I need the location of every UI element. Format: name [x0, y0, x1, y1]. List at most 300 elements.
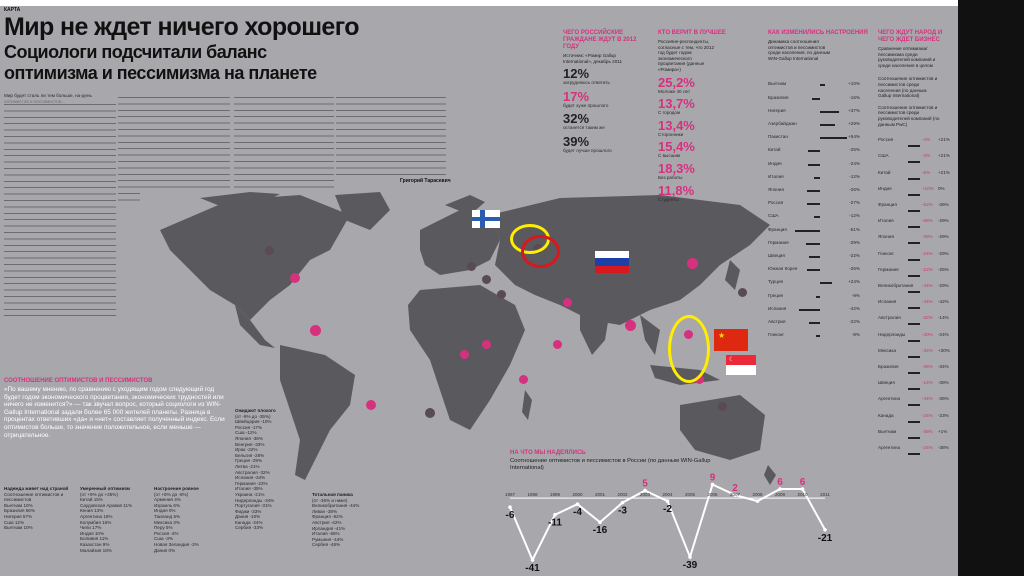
legend-column: [4, 486, 76, 531]
chart-data-label: 5: [642, 478, 648, 490]
smile-icon-india: [625, 320, 636, 331]
wait-row: [878, 409, 954, 424]
wait-country: Япония: [878, 234, 894, 240]
wait-bar: [908, 453, 920, 455]
believer-stat-label: Сторонники: [658, 131, 684, 137]
believer-stat: [658, 182, 748, 203]
legend-item: Россия -17%: [235, 424, 263, 430]
legend-item: Перу 5%: [154, 525, 173, 531]
mood-bar: [799, 309, 820, 311]
chart-x-tick-label: 2004: [662, 492, 673, 498]
chart-point: [756, 499, 760, 503]
wait-bar: [908, 161, 920, 163]
wait-row: [878, 360, 954, 375]
wait-value-a: -3%: [922, 153, 931, 159]
chart-data-label: -41: [525, 562, 540, 574]
flag-finland-icon: [472, 210, 500, 228]
russians-stat: [563, 133, 653, 154]
chart-x-tick-label: 2005: [684, 492, 696, 498]
wait-value-a: -38%: [922, 234, 933, 240]
legend-item: Россия -4%: [154, 530, 179, 536]
wait-value-b: -42%: [938, 299, 949, 305]
expect-bad-sub: (от -9% до -35%): [235, 413, 271, 419]
wait-country: Австралия: [878, 315, 901, 321]
mood-value: -24%: [849, 160, 860, 166]
legend-item: Бельгия -28%: [235, 452, 265, 458]
legend-item: Бразилия 56%: [4, 508, 35, 514]
wait-value-a: +10%: [922, 185, 934, 191]
wait-bar: [908, 194, 920, 196]
wait-intro: Сравнение оптимизма/пессимизма среди руководителей компаний и среди населения в целом: [878, 46, 936, 68]
legend-item: Нигерия 57%: [4, 513, 33, 519]
chart-data-label: 6: [799, 477, 806, 489]
frown-icon-australia: [718, 402, 727, 411]
mood-bar: [816, 296, 821, 298]
wait-value-a: -4%: [922, 137, 931, 143]
mood-row: [768, 251, 860, 261]
believer-stat: [658, 141, 748, 159]
mood-row: [768, 304, 860, 314]
mood-country: Япония: [768, 186, 784, 192]
russians-stat-value: 17%: [563, 88, 590, 104]
mood-row: [768, 211, 860, 221]
panel-russians: [563, 30, 653, 200]
wait-row: [878, 311, 954, 326]
chart-data-label: -3: [618, 505, 627, 517]
wait-country: Бразилия: [878, 363, 899, 369]
chart-data-label: -39: [682, 559, 698, 571]
russians-stat: [563, 113, 653, 131]
wait-country: Швеция: [878, 380, 895, 386]
wait-bar: [908, 323, 920, 325]
wait-bar: [908, 404, 920, 406]
wait-value-a: -24%: [922, 412, 933, 418]
chart-x-tick-label: 2011: [820, 492, 830, 498]
bottom-legend: [4, 486, 354, 572]
wait-bar: [908, 259, 920, 261]
wait-value-b: -23%: [938, 412, 949, 418]
mood-country: Греция: [768, 292, 784, 298]
chart-point: [576, 502, 580, 506]
panic-sub: (от -36% и ниже): [312, 497, 348, 503]
legend-item: Сша -12%: [235, 430, 257, 436]
wait-value-b: -29%: [938, 282, 949, 288]
mood-country: Пакистан: [768, 134, 788, 140]
mood-value: -16%: [849, 94, 860, 100]
wait-row: [878, 166, 954, 181]
legend-column-sub: (от +9% до +35%): [80, 491, 118, 497]
chart-data-label: -11: [548, 517, 562, 529]
wait-country: Россия: [878, 137, 894, 143]
wait-rows: [878, 133, 954, 453]
legend-item: Малайзия 18%: [80, 547, 112, 553]
wait-value-a: -5%: [922, 169, 931, 175]
mood-row: [768, 277, 860, 287]
mood-bar: [806, 243, 821, 245]
wait-value-b: +21%: [938, 153, 950, 159]
mood-value: -27%: [849, 200, 860, 206]
mood-value: +24%: [848, 279, 860, 285]
wait-value-b: +21%: [938, 169, 950, 175]
legend-item: Ирак -22%: [235, 447, 258, 453]
wait-row: [878, 133, 954, 148]
legend-item: Великобритания -44%: [312, 503, 360, 509]
mood-bar: [809, 322, 820, 324]
wait-row: [878, 441, 954, 456]
wait-country: Германия: [878, 266, 899, 272]
smile-icon-africa-2: [482, 340, 491, 349]
mood-value: -12%: [849, 173, 860, 179]
mood-heading: КАК ИЗМЕНИЛИСЬ НАСТРОЕНИЯ: [768, 30, 868, 36]
wait-row: [878, 328, 954, 343]
legend-item: Армения 4%: [154, 497, 181, 503]
mood-row: [768, 185, 860, 195]
chart-x-tick-label: 1998: [527, 492, 538, 498]
mood-value: -9%: [851, 292, 860, 298]
mood-rows: [768, 79, 868, 359]
flag-singapore-icon: ☾: [726, 355, 756, 375]
wait-bar: [908, 291, 920, 293]
russians-stat-label: будет лучше прошлого: [563, 147, 612, 153]
wait-bar: [908, 356, 920, 358]
chart-data-label: -6: [505, 510, 515, 522]
frown-icon-europe-3: [497, 290, 506, 299]
wait-row: [878, 344, 954, 359]
panel-believers: [658, 30, 748, 320]
believer-stat-value: 25,2%: [658, 74, 695, 90]
wait-value-a: -14%: [922, 380, 933, 386]
wait-country: Франция: [878, 201, 897, 207]
wait-value-b: +30%: [938, 347, 950, 353]
wait-value-b: -38%: [938, 444, 949, 450]
russians-stat-label: будет хуже прошлого: [563, 102, 609, 108]
wait-country: Аргентина: [878, 396, 901, 402]
wait-bar: [908, 145, 920, 147]
page-subtitle-2: оптимизма и пессимизма на планете: [4, 63, 317, 83]
mood-country: Нигерия: [768, 107, 786, 113]
believers-heading: КТО ВЕРИТ В ЛУЧШЕЕ: [658, 30, 726, 36]
mood-value: -8%: [851, 332, 860, 338]
wait-value-b: -38%: [938, 380, 949, 386]
wait-bar: [908, 178, 920, 180]
mood-country: Вьетнам: [768, 81, 787, 87]
russians-stats: [563, 68, 653, 153]
wait-bar: [908, 226, 920, 228]
legend-item: Саудовская Аравия 11%: [80, 502, 133, 508]
legend-item: Германия -22%: [235, 480, 268, 486]
mood-value: -51%: [849, 226, 860, 232]
wait-value-a: -62%: [922, 201, 933, 207]
chart-data-label: -4: [573, 507, 582, 519]
wait-row: [878, 263, 954, 278]
mood-value: -29%: [849, 239, 860, 245]
legend-column-sub: (от +8% до -8%): [154, 491, 189, 497]
chart-x-tick-label: 2003: [639, 492, 651, 498]
mood-country: Индия: [768, 160, 782, 166]
chart-x-tick-label: 2001: [594, 492, 606, 498]
mood-bar: [820, 137, 847, 139]
page-subtitle-1: Социологи подсчитали баланс: [4, 42, 267, 62]
panic-column: [312, 492, 374, 572]
mood-row: [768, 238, 860, 248]
wait-row: [878, 247, 954, 262]
mood-row: [768, 198, 860, 208]
legend-item: Венгрия -33%: [235, 441, 265, 447]
chart-data-label: -16: [592, 525, 608, 537]
believer-stat-label: С городом: [658, 110, 681, 116]
mood-value: -12%: [849, 213, 860, 219]
expect-bad-list: [235, 419, 297, 531]
mood-country: Гонконг: [768, 332, 785, 338]
chart-x-tick-label: 2010: [797, 492, 808, 498]
time-chart: [500, 470, 840, 574]
mood-bar: [812, 98, 820, 100]
legend-column: [154, 486, 226, 553]
wait-country: США: [878, 153, 889, 159]
wait-country: Вьетнам: [878, 428, 897, 434]
highlight-seasia: [668, 315, 710, 383]
map-legend-heading: СООТНОШЕНИЕ ОПТИМИСТОВ И ПЕССИМИСТОВ: [4, 378, 153, 384]
believer-stat-label: Студенты: [658, 196, 679, 202]
chart-point: [688, 555, 692, 559]
mood-value: -26%: [849, 186, 860, 192]
wait-bar: [908, 242, 920, 244]
legend-item: Индия 10%: [80, 530, 105, 536]
highlight-russia: [521, 235, 560, 268]
legend-item: Новая Зеландия -2%: [154, 541, 199, 547]
frown-icon-brazil: [425, 408, 435, 418]
panic-list: [312, 503, 374, 548]
mood-row: [768, 172, 860, 182]
legend-item: Дания -10%: [235, 514, 261, 520]
expect-bad-heading: Ожидают плохого: [235, 408, 276, 413]
wait-legend-2: Соотношение оптимистов и пессимистов среди руководителей компаний (по данным PwC): [878, 104, 940, 127]
mood-country: Швеция: [768, 252, 785, 258]
mood-bar: [820, 111, 839, 113]
time-chart-subheading: Соотношение оптимистов и пессимистов в России (по данным WIN-Gallup International): [510, 458, 711, 471]
mood-row: [768, 225, 860, 235]
mood-bar: [820, 282, 832, 284]
wait-row: [878, 230, 954, 245]
wait-value-b: -29%: [938, 218, 949, 224]
russians-stat-value: 39%: [563, 133, 590, 149]
wait-value-b: 0%: [938, 185, 945, 191]
intro-text-lines-3: [234, 93, 334, 193]
panic-heading: Тотальная паника: [312, 492, 353, 497]
smile-icon-latam-1: [310, 325, 321, 336]
wait-value-a: -24%: [922, 250, 933, 256]
chart-x-tick-label: 2007: [729, 492, 741, 498]
wait-heading: ЧЕГО ЖДУТ НАРОД И ЧЕГО ЖДЕТ БИЗНЕС: [878, 30, 943, 43]
mood-value: -22%: [849, 252, 860, 258]
wait-value-a: -44%: [922, 396, 933, 402]
wait-value-a: -45%: [922, 363, 933, 369]
legend-item: Сербия -33%: [235, 525, 264, 531]
wait-bar: [908, 307, 920, 309]
frown-icon-europe-2: [482, 275, 491, 284]
chart-data-label: 9: [709, 472, 716, 484]
mood-row: [768, 317, 860, 327]
russians-heading: ЧЕГО РОССИЙСКИЕ ГРАЖДАНЕ ЖДУТ В 2012 ГОДУ: [563, 30, 637, 50]
panel-mood: [768, 30, 868, 430]
mood-country: Бразилия: [768, 94, 789, 100]
mood-value: -25%: [849, 147, 860, 153]
legend-item: Чили 17%: [80, 525, 102, 531]
wait-value-a: -44%: [922, 299, 933, 305]
mood-bar: [820, 84, 825, 86]
wait-value-b: -29%: [938, 250, 949, 256]
legend-item: Колумбия 16%: [80, 519, 112, 525]
wait-legend-1: Соотношение оптимистов и пессимистов среди населения (по данным Gallup International): [878, 76, 938, 99]
smile-icon-africa-4: [519, 375, 528, 384]
chart-point: [621, 501, 625, 505]
mood-value: -42%: [849, 305, 860, 311]
wait-value-b: -29%: [938, 234, 949, 240]
russians-stat-label: останется таким же: [563, 125, 605, 131]
legend-item: Израиль 6%: [154, 502, 181, 508]
mood-row: [768, 132, 860, 142]
believer-stat: [658, 74, 748, 95]
believer-stat-value: 15,4%: [658, 139, 695, 155]
chart-point: [598, 520, 602, 524]
legend-item: Румыния -44%: [312, 536, 344, 542]
smile-icon-mideast: [563, 298, 572, 307]
mood-bar: [807, 190, 820, 192]
mood-bar: [795, 230, 821, 232]
frown-icon-europe-1: [467, 262, 476, 271]
mood-bar: [816, 335, 820, 337]
wait-country: Нидерланды: [878, 331, 906, 337]
flag-china-icon: ★: [714, 329, 748, 351]
mood-row: [768, 291, 860, 301]
legend-column-heading: Настроение ровное: [154, 486, 199, 491]
mood-intro: Динамика соотношения оптимистов и пессимистов среди населения, по данным WIN-Gallup International: [768, 39, 831, 61]
wait-country: Аргентина: [878, 444, 901, 450]
mood-country: Турция: [768, 279, 784, 285]
wait-row: [878, 279, 954, 294]
chart-x-tick-label: 2002: [617, 492, 628, 498]
believer-stat-value: 13,7%: [658, 96, 695, 112]
believer-stat-value: 13,4%: [658, 117, 695, 133]
chart-point: [666, 499, 670, 503]
wait-bar: [908, 210, 920, 212]
wait-row: [878, 376, 954, 391]
chart-x-tick-label: 2000: [572, 492, 583, 498]
legend-item: Казахстан 9%: [80, 541, 110, 547]
wait-value-a: -48%: [922, 428, 933, 434]
chart-point: [823, 528, 827, 532]
chart-x-tick-label: 2008: [752, 492, 763, 498]
mood-row: [768, 93, 860, 103]
wait-country: Китай: [878, 169, 891, 175]
wait-row: [878, 149, 954, 164]
legend-item: Канада -24%: [235, 519, 263, 525]
wait-value-b: -36%: [938, 201, 949, 207]
mood-row: [768, 145, 860, 155]
chart-point: [553, 513, 557, 517]
wait-bar: [908, 421, 920, 423]
frown-icon-canada: [265, 246, 274, 255]
mood-country: Италия: [768, 173, 784, 179]
wait-value-a: -32%: [922, 315, 933, 321]
intro-text-lines-4: [336, 93, 446, 177]
mood-bar: [808, 150, 821, 152]
mood-bar: [808, 164, 820, 166]
chart-x-tick-label: 2006: [707, 492, 718, 498]
legend-item: Индия 0%: [154, 508, 176, 514]
chart-data-label: -2: [663, 504, 672, 516]
panel-wait: [878, 30, 954, 570]
wait-value-a: -66%: [922, 218, 933, 224]
russians-stat: [563, 68, 653, 86]
legend-item: Аргентина 18%: [80, 513, 113, 519]
mood-row: [768, 330, 860, 340]
mood-bar: [820, 124, 835, 126]
wait-value-a: -24%: [922, 444, 933, 450]
legend-item: Италия -66%: [312, 531, 340, 537]
legend-item: Фиджи -33%: [235, 508, 262, 514]
quote-author: Григорий Тарасевич: [400, 178, 451, 184]
believer-stat-value: 18,3%: [658, 160, 695, 176]
believers-stats: [658, 74, 748, 203]
smile-icon-latam-2: [366, 400, 376, 410]
legend-item: Вьетнам 10%: [4, 525, 33, 531]
mood-value: -26%: [849, 266, 860, 272]
wait-value-b: +21%: [938, 137, 950, 143]
russians-stat: [563, 88, 653, 109]
wait-bar: [908, 437, 920, 439]
wait-row: [878, 198, 954, 213]
wait-value-b: -36%: [938, 396, 949, 402]
legend-item: Мексика 3%: [154, 519, 180, 525]
legend-column-heading: Умеренный оптимизм: [80, 486, 130, 491]
legend-item: Украина -21%: [235, 491, 265, 497]
legend-item: Швейцария -10%: [235, 419, 272, 425]
mood-bar: [814, 216, 820, 218]
legend-item: Литва -21%: [235, 463, 260, 469]
wait-value-b: -34%: [938, 363, 949, 369]
mood-country: Испания: [768, 305, 787, 311]
mood-bar: [809, 256, 820, 258]
intro-text-lines-1: [4, 100, 116, 318]
mood-row: [768, 119, 860, 129]
legend-item: Боливия 11%: [80, 536, 109, 542]
believers-intro: Россияне-респонденты, согласные с тем, что 2012 год будет годом экономического процветания (данные «Ромира»): [658, 39, 715, 72]
legend-item: Португалия -31%: [235, 503, 272, 509]
wait-country: Испания: [878, 299, 897, 305]
legend-item: Греция -29%: [235, 458, 263, 464]
flag-russia-icon: [595, 251, 629, 273]
legend-item: Япония -38%: [235, 435, 263, 441]
legend-item: Дания 0%: [154, 547, 176, 553]
intro-text-lines-2: [118, 93, 230, 201]
wait-country: Канада: [878, 412, 894, 418]
chart-point: [508, 505, 512, 509]
mood-bar: [807, 269, 820, 271]
chart-x-tick-label: 1997: [504, 492, 516, 498]
wait-bar: [908, 372, 920, 374]
top-band: [0, 0, 1024, 6]
wait-bar: [908, 340, 920, 342]
legend-item: Сша 12%: [4, 519, 25, 525]
wait-country: Гонконг: [878, 250, 895, 256]
wait-value-b: +1%: [938, 428, 948, 434]
wait-row: [878, 214, 954, 229]
chart-point: [531, 558, 535, 562]
believer-stat-value: 11,8%: [658, 182, 695, 198]
wait-value-b: -14%: [938, 315, 949, 321]
wait-bar: [908, 275, 920, 277]
